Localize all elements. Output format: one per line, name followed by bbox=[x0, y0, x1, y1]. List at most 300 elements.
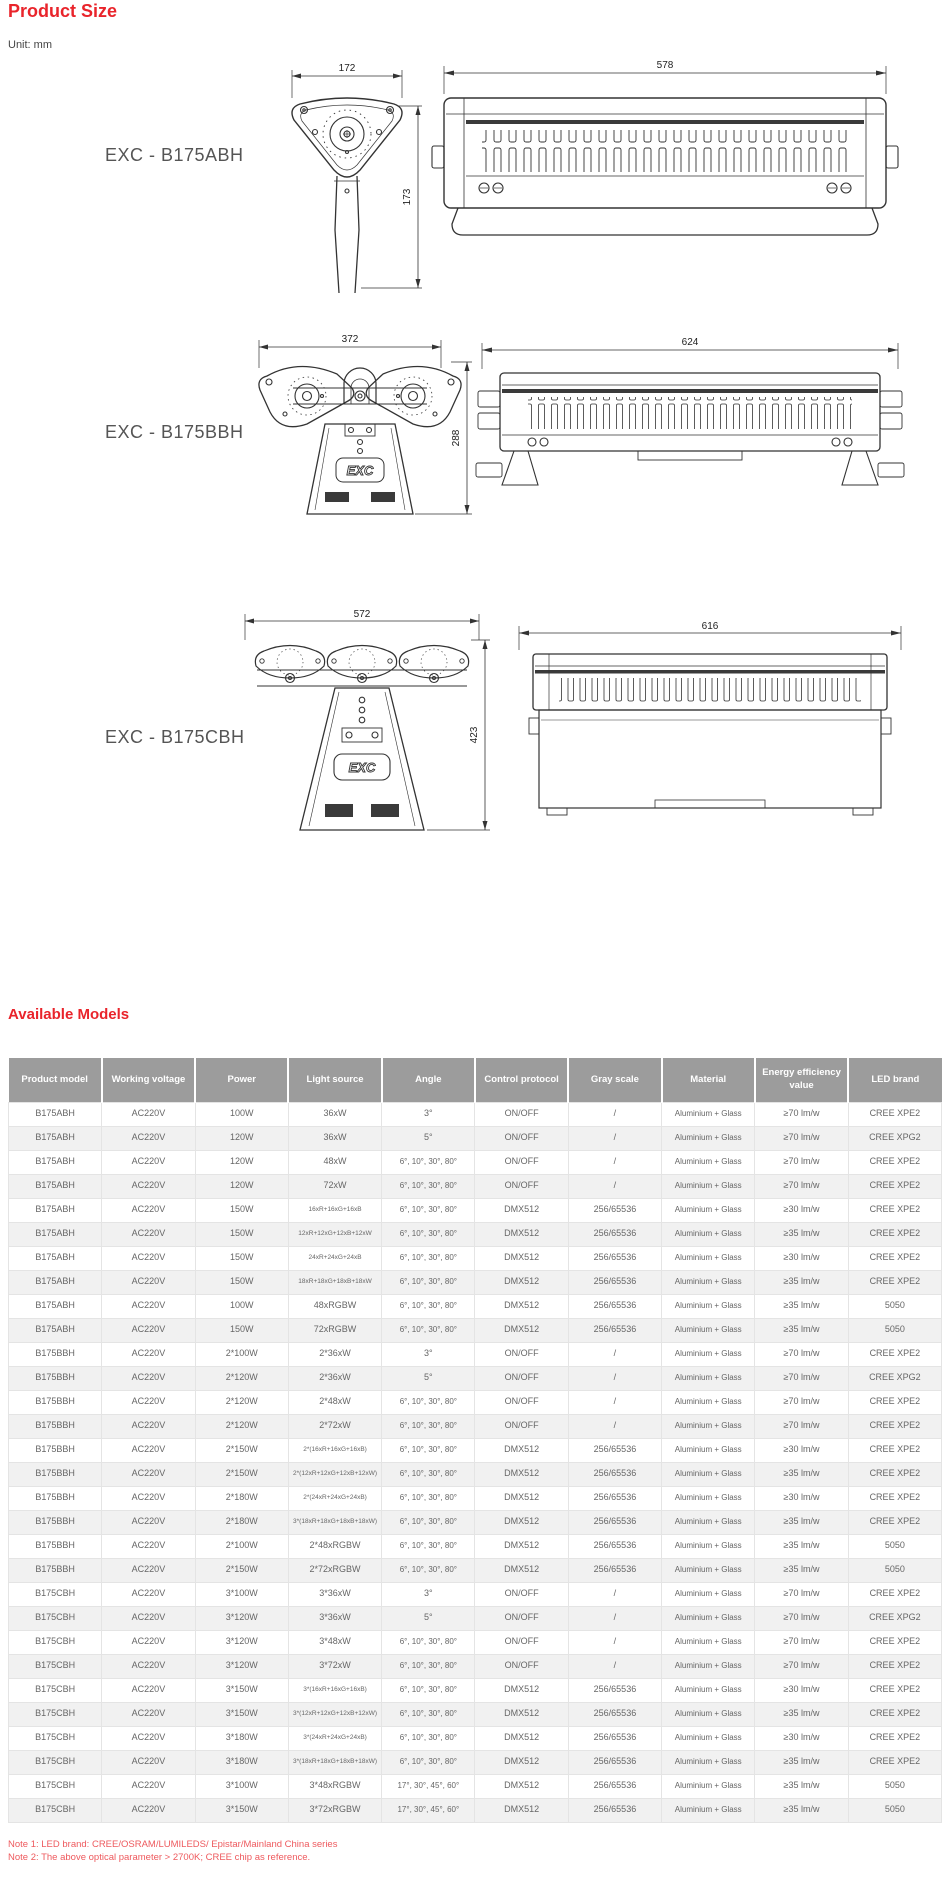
table-cell: 3*120W bbox=[195, 1654, 288, 1678]
table-cell: ≥35 lm/w bbox=[755, 1294, 848, 1318]
table-cell: DMX512 bbox=[475, 1270, 568, 1294]
table-cell: / bbox=[568, 1630, 661, 1654]
table-cell: AC220V bbox=[102, 1102, 195, 1126]
table-cell: B175BBH bbox=[9, 1366, 102, 1390]
table-cell: 6°, 10°, 30°, 80° bbox=[382, 1198, 475, 1222]
table-cell: / bbox=[568, 1366, 661, 1390]
table-cell: / bbox=[568, 1102, 661, 1126]
table-cell: AC220V bbox=[102, 1222, 195, 1246]
table-cell: B175BBH bbox=[9, 1342, 102, 1366]
table-cell: CREE XPE2 bbox=[848, 1414, 941, 1438]
table-row bbox=[9, 1174, 942, 1198]
table-cell: 256/65536 bbox=[568, 1774, 661, 1798]
table-cell: DMX512 bbox=[475, 1678, 568, 1702]
table-cell: 256/65536 bbox=[568, 1318, 661, 1342]
table-row bbox=[9, 1270, 942, 1294]
table-cell: CREE XPE2 bbox=[848, 1150, 941, 1174]
table-cell: B175BBH bbox=[9, 1534, 102, 1558]
table-cell: 256/65536 bbox=[568, 1798, 661, 1822]
table-cell: 6°, 10°, 30°, 80° bbox=[382, 1390, 475, 1414]
table-row bbox=[9, 1798, 942, 1822]
table-cell: ≥70 lm/w bbox=[755, 1126, 848, 1150]
table-cell: Aluminium + Glass bbox=[662, 1726, 755, 1750]
table-cell: 72xRGBW bbox=[288, 1318, 381, 1342]
table-cell: 2*120W bbox=[195, 1390, 288, 1414]
table-cell: 256/65536 bbox=[568, 1534, 661, 1558]
table-cell: 24xR+24xG+24xB bbox=[288, 1246, 381, 1270]
table-cell: 256/65536 bbox=[568, 1558, 661, 1582]
table-cell: 3*120W bbox=[195, 1630, 288, 1654]
table-cell: ON/OFF bbox=[475, 1102, 568, 1126]
table-cell: 2*72xW bbox=[288, 1414, 381, 1438]
models-table-head bbox=[9, 1058, 942, 1102]
table-cell: / bbox=[568, 1582, 661, 1606]
models-table-body bbox=[9, 1102, 942, 1822]
table-row bbox=[9, 1534, 942, 1558]
exc-logo-bbh: EXC bbox=[346, 463, 374, 478]
table-cell: 6°, 10°, 30°, 80° bbox=[382, 1534, 475, 1558]
page-title: Product Size bbox=[8, 1, 118, 21]
table-cell: ON/OFF bbox=[475, 1366, 568, 1390]
table-cell: ≥35 lm/w bbox=[755, 1750, 848, 1774]
table-cell: AC220V bbox=[102, 1750, 195, 1774]
table-cell: CREE XPG2 bbox=[848, 1126, 941, 1150]
table-cell: B175BBH bbox=[9, 1558, 102, 1582]
table-cell: ≥35 lm/w bbox=[755, 1510, 848, 1534]
table-row bbox=[9, 1774, 942, 1798]
table-cell: Aluminium + Glass bbox=[662, 1774, 755, 1798]
table-cell: 2*150W bbox=[195, 1462, 288, 1486]
model-label-cbh: EXC - B175CBH bbox=[105, 727, 245, 747]
table-cell: 3*120W bbox=[195, 1606, 288, 1630]
table-cell: DMX512 bbox=[475, 1726, 568, 1750]
table-cell: 256/65536 bbox=[568, 1198, 661, 1222]
table-cell: / bbox=[568, 1342, 661, 1366]
table-cell: ≥70 lm/w bbox=[755, 1582, 848, 1606]
table-cell: CREE XPE2 bbox=[848, 1102, 941, 1126]
table-cell: Aluminium + Glass bbox=[662, 1750, 755, 1774]
table-cell: 2*150W bbox=[195, 1438, 288, 1462]
dim-abh-front-height: 173 bbox=[402, 188, 413, 206]
table-cell: AC220V bbox=[102, 1318, 195, 1342]
table-cell: 256/65536 bbox=[568, 1270, 661, 1294]
table-cell: DMX512 bbox=[475, 1798, 568, 1822]
table-cell: 3*150W bbox=[195, 1678, 288, 1702]
drawing-bbh-side-view bbox=[470, 335, 910, 505]
table-cell: CREE XPE2 bbox=[848, 1510, 941, 1534]
table-row bbox=[9, 1126, 942, 1150]
table-header-cell: Product model bbox=[9, 1058, 102, 1102]
table-row bbox=[9, 1414, 942, 1438]
table-header-cell: Light source bbox=[288, 1058, 381, 1102]
table-header-cell: Power bbox=[195, 1058, 288, 1102]
table-cell: 2*120W bbox=[195, 1414, 288, 1438]
dim-cbh-front-width: 572 bbox=[353, 609, 371, 620]
table-cell: 3*36xW bbox=[288, 1582, 381, 1606]
table-cell: B175BBH bbox=[9, 1438, 102, 1462]
table-row bbox=[9, 1294, 942, 1318]
table-cell: ≥70 lm/w bbox=[755, 1342, 848, 1366]
table-cell: 2*180W bbox=[195, 1486, 288, 1510]
table-cell: ≥30 lm/w bbox=[755, 1678, 848, 1702]
table-cell: DMX512 bbox=[475, 1510, 568, 1534]
table-cell: 6°, 10°, 30°, 80° bbox=[382, 1630, 475, 1654]
table-cell: 3° bbox=[382, 1102, 475, 1126]
table-cell: DMX512 bbox=[475, 1774, 568, 1798]
table-cell: DMX512 bbox=[475, 1198, 568, 1222]
table-cell: 120W bbox=[195, 1126, 288, 1150]
table-cell: 2*180W bbox=[195, 1510, 288, 1534]
table-cell: 150W bbox=[195, 1222, 288, 1246]
table-cell: ON/OFF bbox=[475, 1414, 568, 1438]
table-cell: 3*100W bbox=[195, 1582, 288, 1606]
exc-logo-cbh: EXC bbox=[348, 760, 376, 775]
table-cell: 2*36xW bbox=[288, 1342, 381, 1366]
table-cell: 256/65536 bbox=[568, 1726, 661, 1750]
table-cell: CREE XPE2 bbox=[848, 1486, 941, 1510]
table-cell: AC220V bbox=[102, 1462, 195, 1486]
table-row bbox=[9, 1150, 942, 1174]
table-cell: 5° bbox=[382, 1126, 475, 1150]
table-cell: Aluminium + Glass bbox=[662, 1462, 755, 1486]
models-table bbox=[8, 1058, 942, 1823]
table-cell: 5050 bbox=[848, 1558, 941, 1582]
table-cell: B175BBH bbox=[9, 1462, 102, 1486]
table-cell: AC220V bbox=[102, 1486, 195, 1510]
table-cell: AC220V bbox=[102, 1342, 195, 1366]
table-cell: 2*100W bbox=[195, 1342, 288, 1366]
unit-label: Unit: mm bbox=[8, 39, 52, 51]
table-cell: AC220V bbox=[102, 1630, 195, 1654]
table-cell: ≥70 lm/w bbox=[755, 1606, 848, 1630]
table-cell: AC220V bbox=[102, 1702, 195, 1726]
table-cell: ≥70 lm/w bbox=[755, 1630, 848, 1654]
table-cell: DMX512 bbox=[475, 1318, 568, 1342]
table-row bbox=[9, 1510, 942, 1534]
table-cell: 5° bbox=[382, 1366, 475, 1390]
table-cell: 2*48xW bbox=[288, 1390, 381, 1414]
table-cell: Aluminium + Glass bbox=[662, 1318, 755, 1342]
table-cell: ≥35 lm/w bbox=[755, 1318, 848, 1342]
table-cell: 3*180W bbox=[195, 1750, 288, 1774]
table-cell: ≥35 lm/w bbox=[755, 1534, 848, 1558]
table-cell: Aluminium + Glass bbox=[662, 1678, 755, 1702]
table-cell: AC220V bbox=[102, 1174, 195, 1198]
table-cell: AC220V bbox=[102, 1438, 195, 1462]
table-cell: Aluminium + Glass bbox=[662, 1534, 755, 1558]
dim-abh-side-width: 578 bbox=[656, 60, 674, 71]
table-cell: Aluminium + Glass bbox=[662, 1222, 755, 1246]
table-cell: ON/OFF bbox=[475, 1654, 568, 1678]
table-row bbox=[9, 1582, 942, 1606]
table-cell: ≥70 lm/w bbox=[755, 1654, 848, 1678]
table-cell: 256/65536 bbox=[568, 1750, 661, 1774]
table-cell: B175CBH bbox=[9, 1654, 102, 1678]
table-cell: Aluminium + Glass bbox=[662, 1582, 755, 1606]
table-cell: 120W bbox=[195, 1174, 288, 1198]
table-cell: Aluminium + Glass bbox=[662, 1294, 755, 1318]
table-cell: 5050 bbox=[848, 1318, 941, 1342]
table-cell: Aluminium + Glass bbox=[662, 1270, 755, 1294]
available-models-title: Available Models bbox=[8, 1006, 130, 1023]
table-header-cell: Material bbox=[662, 1058, 755, 1102]
table-cell: CREE XPE2 bbox=[848, 1678, 941, 1702]
table-cell: ≥70 lm/w bbox=[755, 1366, 848, 1390]
table-cell: 2*100W bbox=[195, 1534, 288, 1558]
table-cell: ≥35 lm/w bbox=[755, 1702, 848, 1726]
table-cell: B175ABH bbox=[9, 1150, 102, 1174]
table-cell: 6°, 10°, 30°, 80° bbox=[382, 1246, 475, 1270]
table-cell: CREE XPE2 bbox=[848, 1174, 941, 1198]
table-cell: 12xR+12xG+12xB+12xW bbox=[288, 1222, 381, 1246]
table-cell: AC220V bbox=[102, 1726, 195, 1750]
table-cell: 150W bbox=[195, 1318, 288, 1342]
table-row bbox=[9, 1630, 942, 1654]
table-cell: B175CBH bbox=[9, 1582, 102, 1606]
table-cell: B175BBH bbox=[9, 1390, 102, 1414]
table-cell: DMX512 bbox=[475, 1558, 568, 1582]
table-cell: B175ABH bbox=[9, 1222, 102, 1246]
table-row bbox=[9, 1366, 942, 1390]
table-cell: Aluminium + Glass bbox=[662, 1606, 755, 1630]
table-cell: Aluminium + Glass bbox=[662, 1126, 755, 1150]
table-cell: CREE XPE2 bbox=[848, 1654, 941, 1678]
table-cell: 150W bbox=[195, 1198, 288, 1222]
table-cell: 6°, 10°, 30°, 80° bbox=[382, 1678, 475, 1702]
table-cell: / bbox=[568, 1606, 661, 1630]
table-row bbox=[9, 1606, 942, 1630]
table-header-row bbox=[9, 1058, 942, 1102]
table-cell: ≥70 lm/w bbox=[755, 1174, 848, 1198]
table-cell: 3*150W bbox=[195, 1798, 288, 1822]
table-cell: ON/OFF bbox=[475, 1390, 568, 1414]
table-cell: 5050 bbox=[848, 1798, 941, 1822]
table-cell: DMX512 bbox=[475, 1462, 568, 1486]
table-cell: 17°, 30°, 45°, 60° bbox=[382, 1774, 475, 1798]
table-cell: CREE XPG2 bbox=[848, 1606, 941, 1630]
table-header-cell: Control protocol bbox=[475, 1058, 568, 1102]
note-2: Note 2: The above optical parameter > 2700K; CREE chip as reference. bbox=[8, 1852, 311, 1863]
table-cell: Aluminium + Glass bbox=[662, 1486, 755, 1510]
table-cell: B175ABH bbox=[9, 1174, 102, 1198]
table-cell: CREE XPE2 bbox=[848, 1630, 941, 1654]
table-cell: 256/65536 bbox=[568, 1246, 661, 1270]
table-cell: 48xW bbox=[288, 1150, 381, 1174]
table-cell: 256/65536 bbox=[568, 1294, 661, 1318]
table-cell: Aluminium + Glass bbox=[662, 1558, 755, 1582]
table-row bbox=[9, 1678, 942, 1702]
table-cell: 2*(12xR+12xG+12xB+12xW) bbox=[288, 1462, 381, 1486]
table-cell: Aluminium + Glass bbox=[662, 1198, 755, 1222]
table-cell: B175ABH bbox=[9, 1102, 102, 1126]
table-row bbox=[9, 1558, 942, 1582]
table-cell: / bbox=[568, 1150, 661, 1174]
table-cell: 3*48xW bbox=[288, 1630, 381, 1654]
table-cell: AC220V bbox=[102, 1366, 195, 1390]
table-cell: ON/OFF bbox=[475, 1150, 568, 1174]
table-cell: 17°, 30°, 45°, 60° bbox=[382, 1798, 475, 1822]
table-cell: Aluminium + Glass bbox=[662, 1366, 755, 1390]
table-cell: ON/OFF bbox=[475, 1126, 568, 1150]
drawing-cbh-side-view bbox=[505, 620, 915, 825]
table-cell: B175ABH bbox=[9, 1270, 102, 1294]
table-cell: ON/OFF bbox=[475, 1342, 568, 1366]
table-cell: DMX512 bbox=[475, 1222, 568, 1246]
table-cell: 36xW bbox=[288, 1126, 381, 1150]
table-cell: AC220V bbox=[102, 1126, 195, 1150]
table-cell: Aluminium + Glass bbox=[662, 1342, 755, 1366]
table-cell: CREE XPE2 bbox=[848, 1222, 941, 1246]
dim-bbh-front-height: 288 bbox=[451, 429, 462, 447]
table-cell: ≥70 lm/w bbox=[755, 1150, 848, 1174]
table-cell: AC220V bbox=[102, 1774, 195, 1798]
table-row bbox=[9, 1198, 942, 1222]
table-header-cell: Energy efficiency value bbox=[755, 1058, 848, 1102]
table-cell: ≥30 lm/w bbox=[755, 1198, 848, 1222]
table-cell: CREE XPE2 bbox=[848, 1246, 941, 1270]
model-label-abh: EXC - B175ABH bbox=[105, 145, 244, 165]
table-cell: ON/OFF bbox=[475, 1174, 568, 1198]
table-cell: ≥70 lm/w bbox=[755, 1390, 848, 1414]
table-cell: B175ABH bbox=[9, 1126, 102, 1150]
table-cell: B175CBH bbox=[9, 1630, 102, 1654]
table-cell: 3*180W bbox=[195, 1726, 288, 1750]
table-cell: ≥35 lm/w bbox=[755, 1798, 848, 1822]
table-cell: 6°, 10°, 30°, 80° bbox=[382, 1270, 475, 1294]
table-cell: DMX512 bbox=[475, 1294, 568, 1318]
table-cell: 6°, 10°, 30°, 80° bbox=[382, 1462, 475, 1486]
table-cell: AC220V bbox=[102, 1678, 195, 1702]
table-cell: B175BBH bbox=[9, 1414, 102, 1438]
table-cell: 36xW bbox=[288, 1102, 381, 1126]
table-cell: AC220V bbox=[102, 1534, 195, 1558]
table-cell: AC220V bbox=[102, 1582, 195, 1606]
table-cell: 3*(12xR+12xG+12xB+12xW) bbox=[288, 1702, 381, 1726]
table-cell: AC220V bbox=[102, 1150, 195, 1174]
note-1: Note 1: LED brand: CREE/OSRAM/LUMILEDS/ Epistar/Mainland China series bbox=[8, 1839, 338, 1850]
table-cell: 3*72xW bbox=[288, 1654, 381, 1678]
table-cell: Aluminium + Glass bbox=[662, 1246, 755, 1270]
table-cell: ≥35 lm/w bbox=[755, 1222, 848, 1246]
table-cell: Aluminium + Glass bbox=[662, 1654, 755, 1678]
table-cell: ON/OFF bbox=[475, 1630, 568, 1654]
table-cell: ≥70 lm/w bbox=[755, 1102, 848, 1126]
table-cell: B175CBH bbox=[9, 1678, 102, 1702]
table-cell: CREE XPG2 bbox=[848, 1366, 941, 1390]
table-cell: 2*72xRGBW bbox=[288, 1558, 381, 1582]
table-cell: 3° bbox=[382, 1582, 475, 1606]
model-label-bbh: EXC - B175BBH bbox=[105, 422, 244, 442]
table-cell: / bbox=[568, 1390, 661, 1414]
table-cell: 72xW bbox=[288, 1174, 381, 1198]
table-cell: DMX512 bbox=[475, 1246, 568, 1270]
table-row bbox=[9, 1438, 942, 1462]
table-cell: B175ABH bbox=[9, 1318, 102, 1342]
table-cell: 3*150W bbox=[195, 1702, 288, 1726]
table-cell: AC220V bbox=[102, 1798, 195, 1822]
table-cell: 6°, 10°, 30°, 80° bbox=[382, 1174, 475, 1198]
table-cell: CREE XPE2 bbox=[848, 1390, 941, 1414]
table-cell: B175BBH bbox=[9, 1486, 102, 1510]
table-cell: AC220V bbox=[102, 1246, 195, 1270]
table-cell: B175CBH bbox=[9, 1750, 102, 1774]
table-cell: Aluminium + Glass bbox=[662, 1630, 755, 1654]
table-row bbox=[9, 1462, 942, 1486]
drawing-cbh-front-view bbox=[235, 608, 495, 843]
table-cell: 6°, 10°, 30°, 80° bbox=[382, 1558, 475, 1582]
table-cell: / bbox=[568, 1414, 661, 1438]
table-cell: 5° bbox=[382, 1606, 475, 1630]
table-cell: 6°, 10°, 30°, 80° bbox=[382, 1294, 475, 1318]
table-cell: CREE XPE2 bbox=[848, 1270, 941, 1294]
table-cell: 5050 bbox=[848, 1534, 941, 1558]
drawing-abh-front-view bbox=[270, 60, 430, 295]
table-cell: 6°, 10°, 30°, 80° bbox=[382, 1438, 475, 1462]
table-cell: 3*100W bbox=[195, 1774, 288, 1798]
table-cell: CREE XPE2 bbox=[848, 1198, 941, 1222]
table-cell: CREE XPE2 bbox=[848, 1702, 941, 1726]
table-cell: ≥30 lm/w bbox=[755, 1246, 848, 1270]
table-cell: ON/OFF bbox=[475, 1582, 568, 1606]
table-cell: Aluminium + Glass bbox=[662, 1702, 755, 1726]
table-cell: 6°, 10°, 30°, 80° bbox=[382, 1750, 475, 1774]
table-row bbox=[9, 1102, 942, 1126]
table-cell: AC220V bbox=[102, 1414, 195, 1438]
table-cell: B175BBH bbox=[9, 1510, 102, 1534]
table-cell: 6°, 10°, 30°, 80° bbox=[382, 1486, 475, 1510]
table-row bbox=[9, 1486, 942, 1510]
table-cell: 3*(24xR+24xG+24xB) bbox=[288, 1726, 381, 1750]
table-cell: ≥35 lm/w bbox=[755, 1558, 848, 1582]
table-cell: 3*(16xR+16xG+16xB) bbox=[288, 1678, 381, 1702]
table-cell: Aluminium + Glass bbox=[662, 1438, 755, 1462]
table-cell: AC220V bbox=[102, 1606, 195, 1630]
dim-cbh-side-width: 616 bbox=[701, 621, 719, 632]
table-header-cell: LED brand bbox=[848, 1058, 941, 1102]
table-cell: 6°, 10°, 30°, 80° bbox=[382, 1414, 475, 1438]
table-cell: 256/65536 bbox=[568, 1438, 661, 1462]
table-cell: B175ABH bbox=[9, 1198, 102, 1222]
table-cell: / bbox=[568, 1174, 661, 1198]
table-row bbox=[9, 1318, 942, 1342]
table-row bbox=[9, 1246, 942, 1270]
table-cell: CREE XPE2 bbox=[848, 1342, 941, 1366]
table-cell: 256/65536 bbox=[568, 1702, 661, 1726]
table-cell: 6°, 10°, 30°, 80° bbox=[382, 1726, 475, 1750]
table-cell: Aluminium + Glass bbox=[662, 1150, 755, 1174]
table-cell: 3*(18xR+18xG+18xB+18xW) bbox=[288, 1510, 381, 1534]
table-cell: B175CBH bbox=[9, 1702, 102, 1726]
table-cell: 256/65536 bbox=[568, 1222, 661, 1246]
table-cell: AC220V bbox=[102, 1294, 195, 1318]
table-cell: Aluminium + Glass bbox=[662, 1174, 755, 1198]
table-cell: Aluminium + Glass bbox=[662, 1510, 755, 1534]
table-cell: 6°, 10°, 30°, 80° bbox=[382, 1654, 475, 1678]
dim-abh-front-width: 172 bbox=[338, 63, 356, 74]
table-cell: DMX512 bbox=[475, 1750, 568, 1774]
table-cell: DMX512 bbox=[475, 1486, 568, 1510]
table-row bbox=[9, 1654, 942, 1678]
table-cell: ON/OFF bbox=[475, 1606, 568, 1630]
table-header-cell: Angle bbox=[382, 1058, 475, 1102]
table-row bbox=[9, 1390, 942, 1414]
table-cell: CREE XPE2 bbox=[848, 1438, 941, 1462]
table-row bbox=[9, 1702, 942, 1726]
dim-cbh-front-height: 423 bbox=[469, 726, 480, 744]
table-cell: 6°, 10°, 30°, 80° bbox=[382, 1510, 475, 1534]
table-cell: 48xRGBW bbox=[288, 1294, 381, 1318]
table-cell: 3*48xRGBW bbox=[288, 1774, 381, 1798]
